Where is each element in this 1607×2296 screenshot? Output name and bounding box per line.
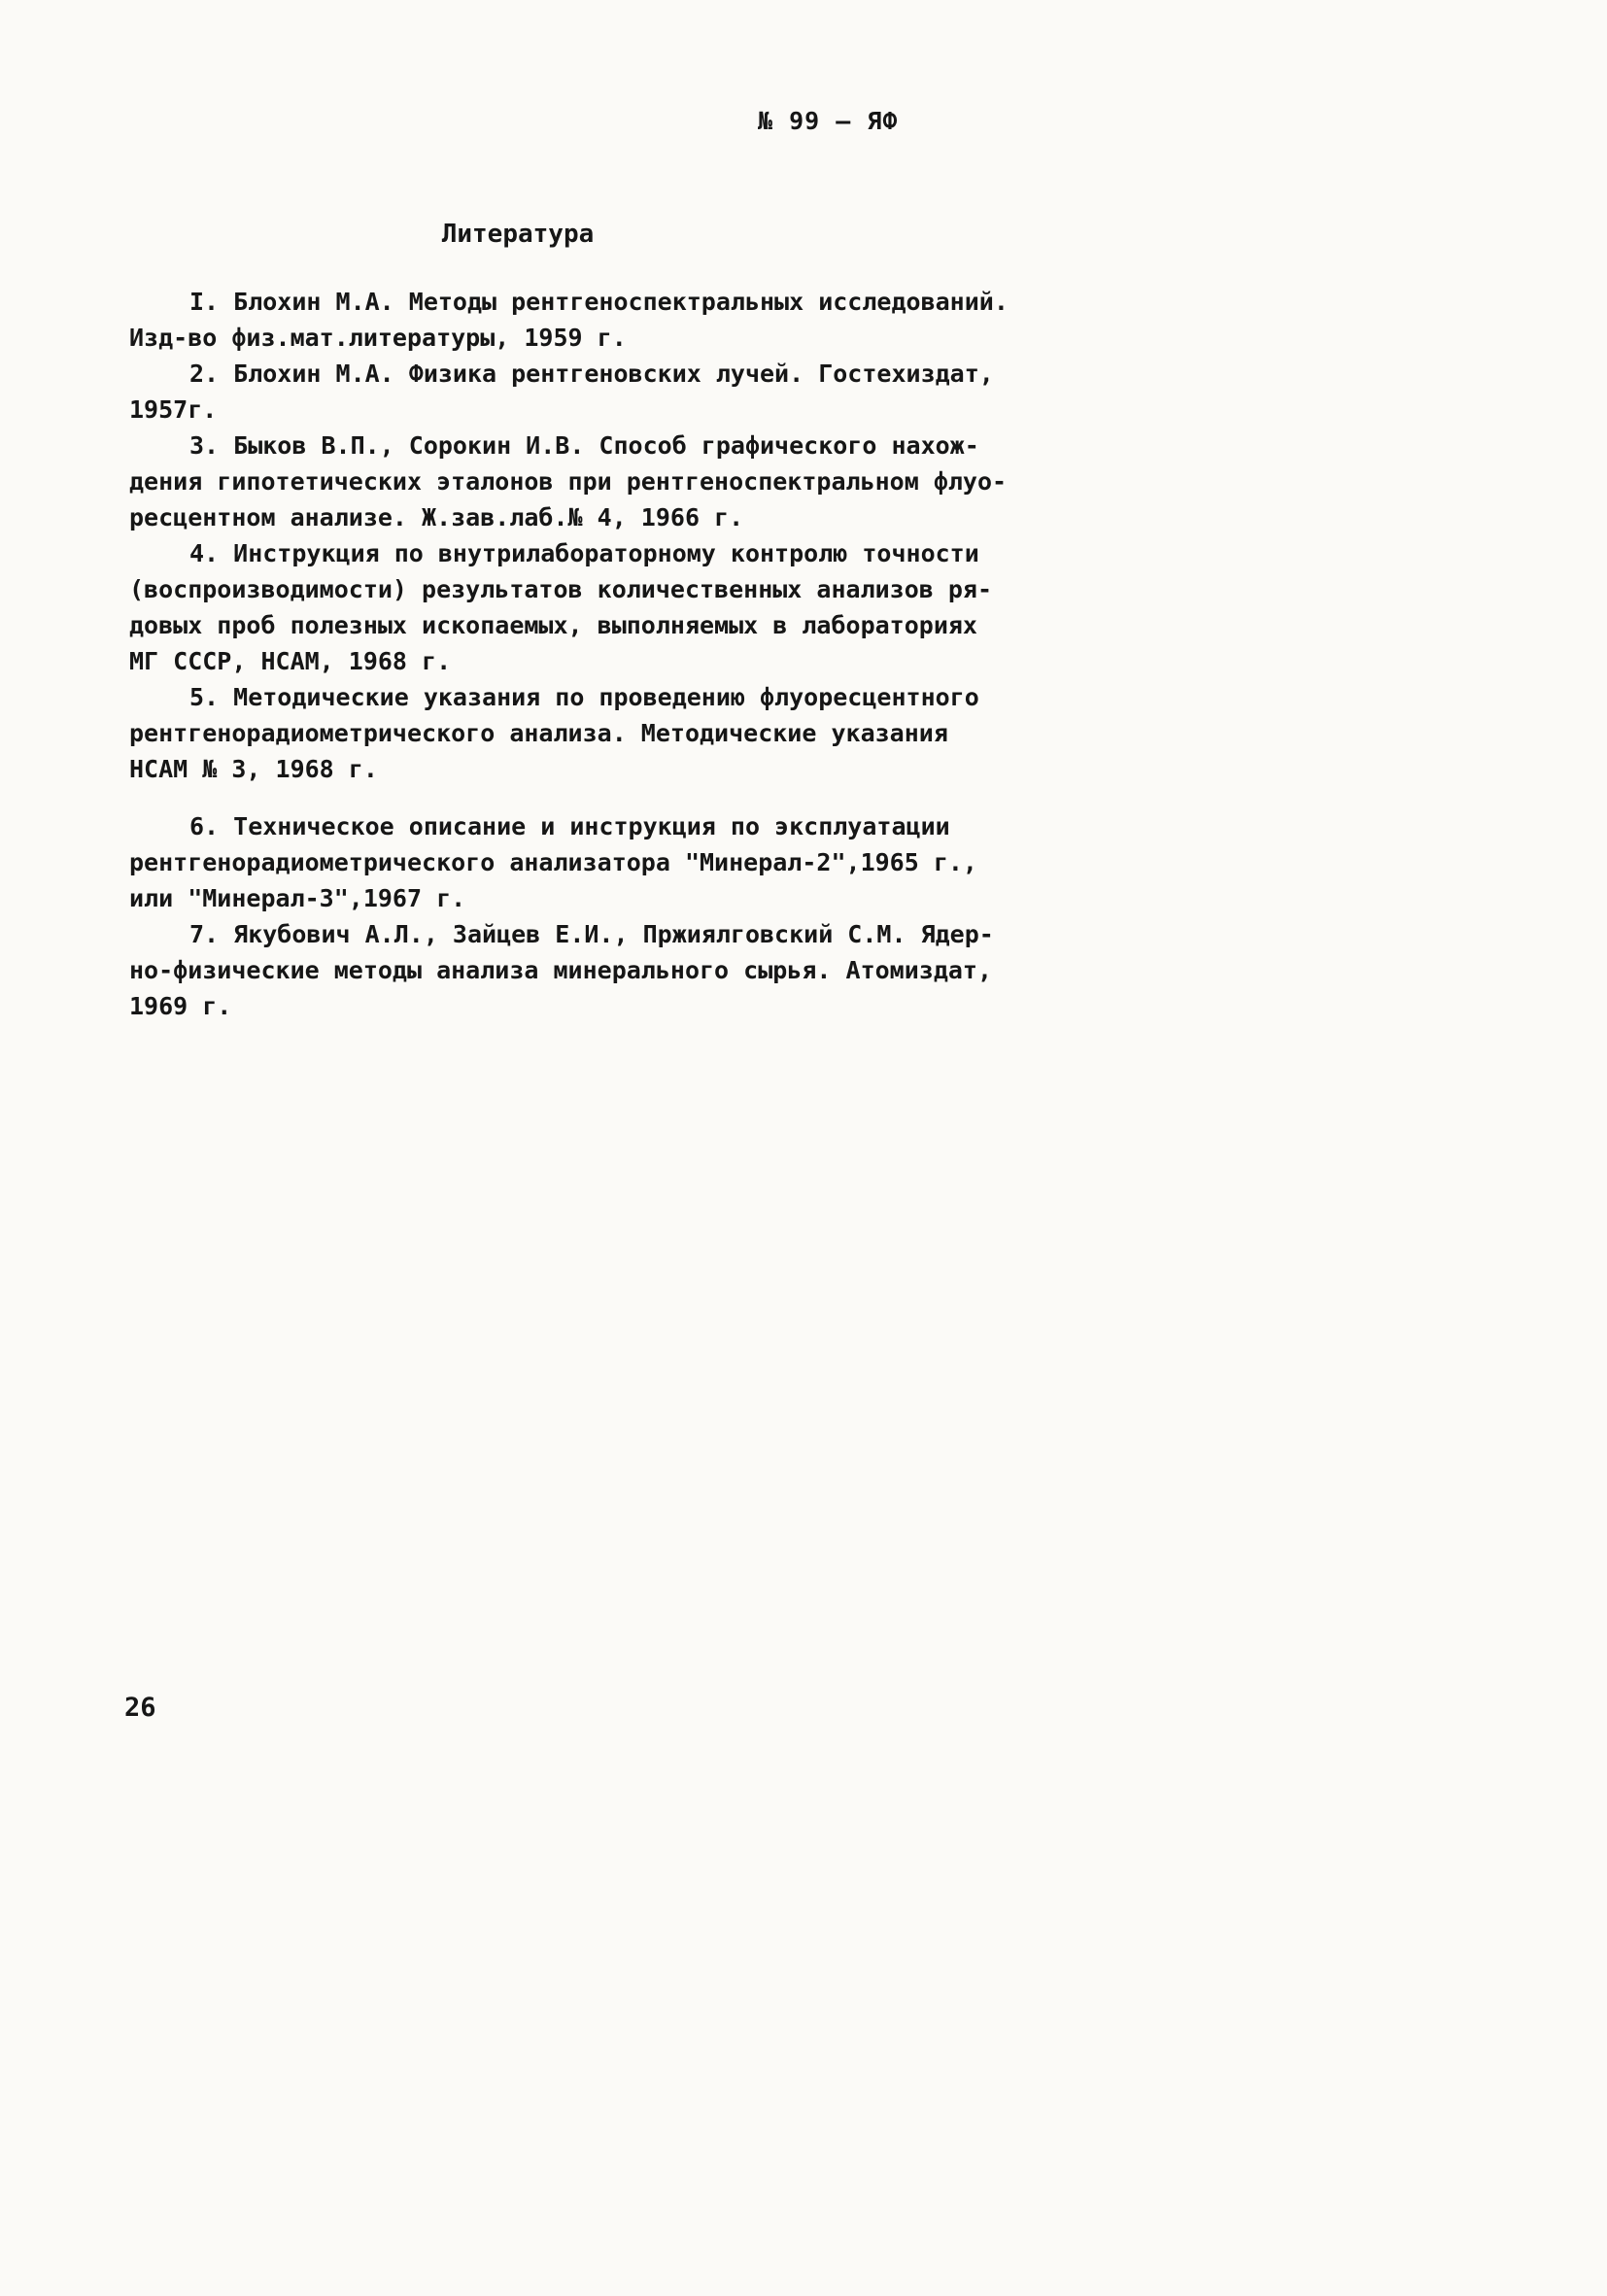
reference-line: 4. Инструкция по внутрилабораторному контролю точности <box>189 539 979 567</box>
reference-line: МГ СССР, НСАМ, 1968 г. <box>129 647 452 675</box>
reference-line: рентгенорадиометрического анализа. Методические указания <box>129 719 948 747</box>
reference-item-4 <box>129 535 1023 679</box>
reference-line: 1957г. <box>129 395 218 424</box>
reference-line: но-физические методы анализа минерального сырья. Атомиздат, <box>129 956 993 984</box>
reference-item-3 <box>129 428 1023 535</box>
reference-item-6 <box>129 808 1023 916</box>
reference-line: 1969 г. <box>129 992 232 1020</box>
reference-line: 5. Методические указания по проведению флуоресцентного <box>189 683 979 711</box>
reference-line: или "Минерал-3",1967 г. <box>129 884 466 912</box>
page-title: Литература <box>441 220 595 249</box>
reference-line: 2. Блохин М.А. Физика рентгеновских лучей. Гостехиздат, <box>189 360 994 388</box>
references-list <box>129 284 1023 1024</box>
reference-line: 7. Якубович А.Л., Зайцев Е.И., Пржиялговский С.М. Ядер- <box>189 920 994 948</box>
page-number: 26 <box>124 1693 156 1723</box>
reference-line: (воспроизводимости) результатов количественных анализов ря- <box>129 575 993 603</box>
reference-line: I. Блохин М.А. Методы рентгеноспектральных исследований. <box>189 288 1009 316</box>
reference-line: НСАМ № 3, 1968 г. <box>129 755 378 783</box>
reference-line: 6. Техническое описание и инструкция по эксплуатации <box>189 812 950 840</box>
reference-item-5 <box>129 679 1023 787</box>
reference-item-2 <box>129 356 1023 428</box>
reference-line: Изд-во физ.мат.литературы, 1959 г. <box>129 324 627 352</box>
reference-item-1 <box>129 284 1023 356</box>
reference-line: довых проб полезных ископаемых, выполняемых в лабораториях <box>129 611 977 639</box>
reference-line: дения гипотетических эталонов при рентгеноспектральном флуо- <box>129 467 1008 496</box>
reference-item-7 <box>129 916 1023 1024</box>
reference-line: 3. Быков В.П., Сорокин И.В. Способ графического нахож- <box>189 431 979 460</box>
reference-line: рентгенорадиометрического анализатора "Минерал-2",1965 г., <box>129 848 977 876</box>
document-number: № 99 – ЯФ <box>758 107 899 135</box>
reference-line: ресцентном анализе. Ж.зав.лаб.№ 4, 1966 г. <box>129 503 744 531</box>
